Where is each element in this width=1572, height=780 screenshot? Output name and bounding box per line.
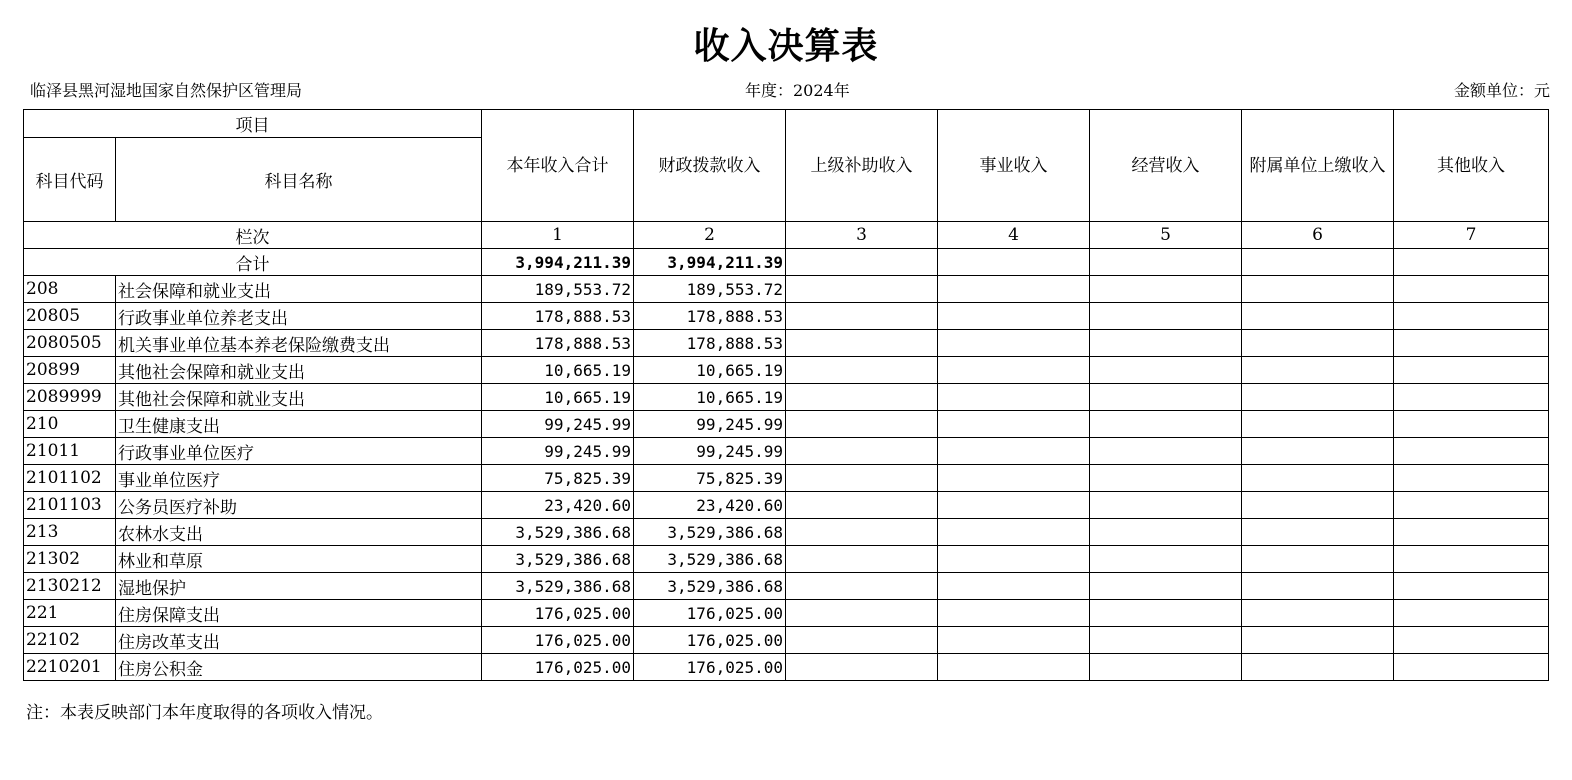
empty-cell xyxy=(938,654,1090,681)
col-number: 1 xyxy=(482,222,634,249)
empty-cell xyxy=(786,330,938,357)
amount-unit: 金额单位：元 xyxy=(1453,81,1550,100)
table-row xyxy=(24,519,1549,546)
fiscal-income: 3,529,386.68 xyxy=(634,573,786,600)
empty-cell xyxy=(938,303,1090,330)
total-income: 178,888.53 xyxy=(482,330,634,357)
total-income: 3,529,386.68 xyxy=(482,573,634,600)
table-row xyxy=(24,465,1549,492)
table-row xyxy=(24,546,1549,573)
page-title: 收入决算表 xyxy=(693,25,879,67)
col-number: 6 xyxy=(1242,222,1394,249)
empty-cell xyxy=(1394,465,1549,492)
header-project: 项目 xyxy=(24,110,482,138)
empty-cell xyxy=(786,438,938,465)
table-row xyxy=(24,303,1549,330)
empty-cell xyxy=(938,600,1090,627)
fiscal-income: 176,025.00 xyxy=(634,654,786,681)
subject-name: 事业单位医疗 xyxy=(116,465,482,492)
col-number: 4 xyxy=(938,222,1090,249)
empty-cell xyxy=(1242,303,1394,330)
subject-code: 2080505 xyxy=(24,330,116,357)
empty-cell xyxy=(1394,357,1549,384)
empty-cell xyxy=(786,411,938,438)
header-name: 科目名称 xyxy=(116,138,482,222)
empty-cell xyxy=(1090,492,1242,519)
header-col-3: 上级补助收入 xyxy=(786,110,938,222)
col-number: 3 xyxy=(786,222,938,249)
total-income: 75,825.39 xyxy=(482,465,634,492)
fiscal-income: 75,825.39 xyxy=(634,465,786,492)
subject-code: 213 xyxy=(24,519,116,546)
total-income: 176,025.00 xyxy=(482,654,634,681)
subject-code: 221 xyxy=(24,600,116,627)
total-income: 3,529,386.68 xyxy=(482,519,634,546)
subject-name: 住房公积金 xyxy=(116,654,482,681)
empty-cell xyxy=(1242,249,1394,276)
empty-cell xyxy=(1090,330,1242,357)
empty-cell xyxy=(1242,411,1394,438)
empty-cell xyxy=(1090,276,1242,303)
total-income: 23,420.60 xyxy=(482,492,634,519)
empty-cell xyxy=(938,438,1090,465)
total-income: 10,665.19 xyxy=(482,384,634,411)
empty-cell xyxy=(1090,600,1242,627)
empty-cell xyxy=(1090,654,1242,681)
empty-cell xyxy=(1242,654,1394,681)
empty-cell xyxy=(786,357,938,384)
header-col-5: 经营收入 xyxy=(1090,110,1242,222)
col-number: 7 xyxy=(1394,222,1549,249)
empty-cell xyxy=(1394,303,1549,330)
empty-cell xyxy=(1242,438,1394,465)
fiscal-income: 189,553.72 xyxy=(634,276,786,303)
fiscal-income: 3,529,386.68 xyxy=(634,519,786,546)
org-name: 临泽县黑河湿地国家自然保护区管理局 xyxy=(30,81,303,100)
empty-cell xyxy=(786,276,938,303)
fiscal-income: 10,665.19 xyxy=(634,357,786,384)
row-label: 栏次 xyxy=(24,222,482,249)
subject-code: 208 xyxy=(24,276,116,303)
empty-cell xyxy=(1394,276,1549,303)
subject-code: 2089999 xyxy=(24,384,116,411)
subject-code: 20805 xyxy=(24,303,116,330)
subject-name: 社会保障和就业支出 xyxy=(116,276,482,303)
subject-name: 湿地保护 xyxy=(116,573,482,600)
empty-cell xyxy=(1090,357,1242,384)
empty-cell xyxy=(938,411,1090,438)
subject-name: 公务员医疗补助 xyxy=(116,492,482,519)
empty-cell xyxy=(786,465,938,492)
empty-cell xyxy=(1090,411,1242,438)
empty-cell xyxy=(1090,519,1242,546)
empty-cell xyxy=(786,384,938,411)
empty-cell xyxy=(786,627,938,654)
fiscal-income: 10,665.19 xyxy=(634,384,786,411)
table-row xyxy=(24,357,1549,384)
empty-cell xyxy=(938,330,1090,357)
empty-cell xyxy=(1090,384,1242,411)
header-code: 科目代码 xyxy=(24,138,116,222)
table-row xyxy=(24,330,1549,357)
subject-name: 行政事业单位养老支出 xyxy=(116,303,482,330)
empty-cell xyxy=(1090,438,1242,465)
empty-cell xyxy=(1394,330,1549,357)
empty-cell xyxy=(1394,573,1549,600)
fiscal-year: 年度：2024年 xyxy=(745,81,850,100)
empty-cell xyxy=(1090,249,1242,276)
table-row xyxy=(24,654,1549,681)
empty-cell xyxy=(1242,600,1394,627)
col-number: 2 xyxy=(634,222,786,249)
header-col-7: 其他收入 xyxy=(1394,110,1549,222)
empty-cell xyxy=(786,303,938,330)
subject-name: 林业和草原 xyxy=(116,546,482,573)
subject-code: 20899 xyxy=(24,357,116,384)
col-number: 5 xyxy=(1090,222,1242,249)
empty-cell xyxy=(786,546,938,573)
subject-code: 2130212 xyxy=(24,573,116,600)
subject-code: 22102 xyxy=(24,627,116,654)
fiscal-income: 99,245.99 xyxy=(634,438,786,465)
total-income: 176,025.00 xyxy=(482,627,634,654)
empty-cell xyxy=(938,465,1090,492)
empty-cell xyxy=(786,492,938,519)
total-income: 99,245.99 xyxy=(482,438,634,465)
empty-cell xyxy=(1242,573,1394,600)
empty-cell xyxy=(786,249,938,276)
subject-name: 农林水支出 xyxy=(116,519,482,546)
total-income: 189,553.72 xyxy=(482,276,634,303)
fiscal-income: 176,025.00 xyxy=(634,600,786,627)
empty-cell xyxy=(938,357,1090,384)
fiscal-income: 178,888.53 xyxy=(634,330,786,357)
empty-cell xyxy=(938,519,1090,546)
empty-cell xyxy=(1394,411,1549,438)
fiscal-income: 176,025.00 xyxy=(634,627,786,654)
total-income: 10,665.19 xyxy=(482,357,634,384)
total-value: 3,994,211.39 xyxy=(634,249,786,276)
table-row xyxy=(24,492,1549,519)
empty-cell xyxy=(938,573,1090,600)
empty-cell xyxy=(1394,627,1549,654)
subject-code: 2101103 xyxy=(24,492,116,519)
empty-cell xyxy=(938,546,1090,573)
subject-name: 住房改革支出 xyxy=(116,627,482,654)
footnote: 注：本表反映部门本年度取得的各项收入情况。 xyxy=(26,703,383,723)
empty-cell xyxy=(1242,330,1394,357)
empty-cell xyxy=(1394,600,1549,627)
table-row xyxy=(24,384,1549,411)
empty-cell xyxy=(938,627,1090,654)
fiscal-income: 178,888.53 xyxy=(634,303,786,330)
empty-cell xyxy=(786,573,938,600)
table-row xyxy=(24,573,1549,600)
empty-cell xyxy=(786,654,938,681)
subject-name: 其他社会保障和就业支出 xyxy=(116,384,482,411)
empty-cell xyxy=(1090,303,1242,330)
empty-cell xyxy=(1090,627,1242,654)
empty-cell xyxy=(786,600,938,627)
header-col-2: 财政拨款收入 xyxy=(634,110,786,222)
subject-name: 其他社会保障和就业支出 xyxy=(116,357,482,384)
subject-name: 住房保障支出 xyxy=(116,600,482,627)
subject-code: 21302 xyxy=(24,546,116,573)
empty-cell xyxy=(938,492,1090,519)
total-income: 99,245.99 xyxy=(482,411,634,438)
subject-code: 2101102 xyxy=(24,465,116,492)
header-col-1: 本年收入合计 xyxy=(482,110,634,222)
total-value: 3,994,211.39 xyxy=(482,249,634,276)
empty-cell xyxy=(1090,465,1242,492)
total-income: 176,025.00 xyxy=(482,600,634,627)
empty-cell xyxy=(1090,573,1242,600)
empty-cell xyxy=(1242,276,1394,303)
empty-cell xyxy=(1394,654,1549,681)
empty-cell xyxy=(1242,492,1394,519)
empty-cell xyxy=(1242,357,1394,384)
empty-cell xyxy=(1242,384,1394,411)
total-income: 3,529,386.68 xyxy=(482,546,634,573)
empty-cell xyxy=(1394,438,1549,465)
empty-cell xyxy=(938,249,1090,276)
subject-name: 行政事业单位医疗 xyxy=(116,438,482,465)
table-row xyxy=(24,438,1549,465)
income-table xyxy=(23,109,1549,681)
empty-cell xyxy=(1394,384,1549,411)
table-row xyxy=(24,600,1549,627)
empty-cell xyxy=(938,276,1090,303)
table-row xyxy=(24,276,1549,303)
empty-cell xyxy=(1242,465,1394,492)
empty-cell xyxy=(1242,546,1394,573)
empty-cell xyxy=(1394,546,1549,573)
table-row xyxy=(24,627,1549,654)
subject-code: 21011 xyxy=(24,438,116,465)
empty-cell xyxy=(1090,546,1242,573)
subject-code: 2210201 xyxy=(24,654,116,681)
fiscal-income: 99,245.99 xyxy=(634,411,786,438)
table-row xyxy=(24,411,1549,438)
empty-cell xyxy=(1394,249,1549,276)
total-label: 合计 xyxy=(24,249,482,276)
subject-code: 210 xyxy=(24,411,116,438)
empty-cell xyxy=(938,384,1090,411)
total-income: 178,888.53 xyxy=(482,303,634,330)
empty-cell xyxy=(1242,627,1394,654)
empty-cell xyxy=(1394,492,1549,519)
empty-cell xyxy=(1394,519,1549,546)
header-col-4: 事业收入 xyxy=(938,110,1090,222)
header-col-6: 附属单位上缴收入 xyxy=(1242,110,1394,222)
subject-name: 卫生健康支出 xyxy=(116,411,482,438)
empty-cell xyxy=(786,519,938,546)
fiscal-income: 3,529,386.68 xyxy=(634,546,786,573)
fiscal-income: 23,420.60 xyxy=(634,492,786,519)
subject-name: 机关事业单位基本养老保险缴费支出 xyxy=(116,330,482,357)
empty-cell xyxy=(1242,519,1394,546)
